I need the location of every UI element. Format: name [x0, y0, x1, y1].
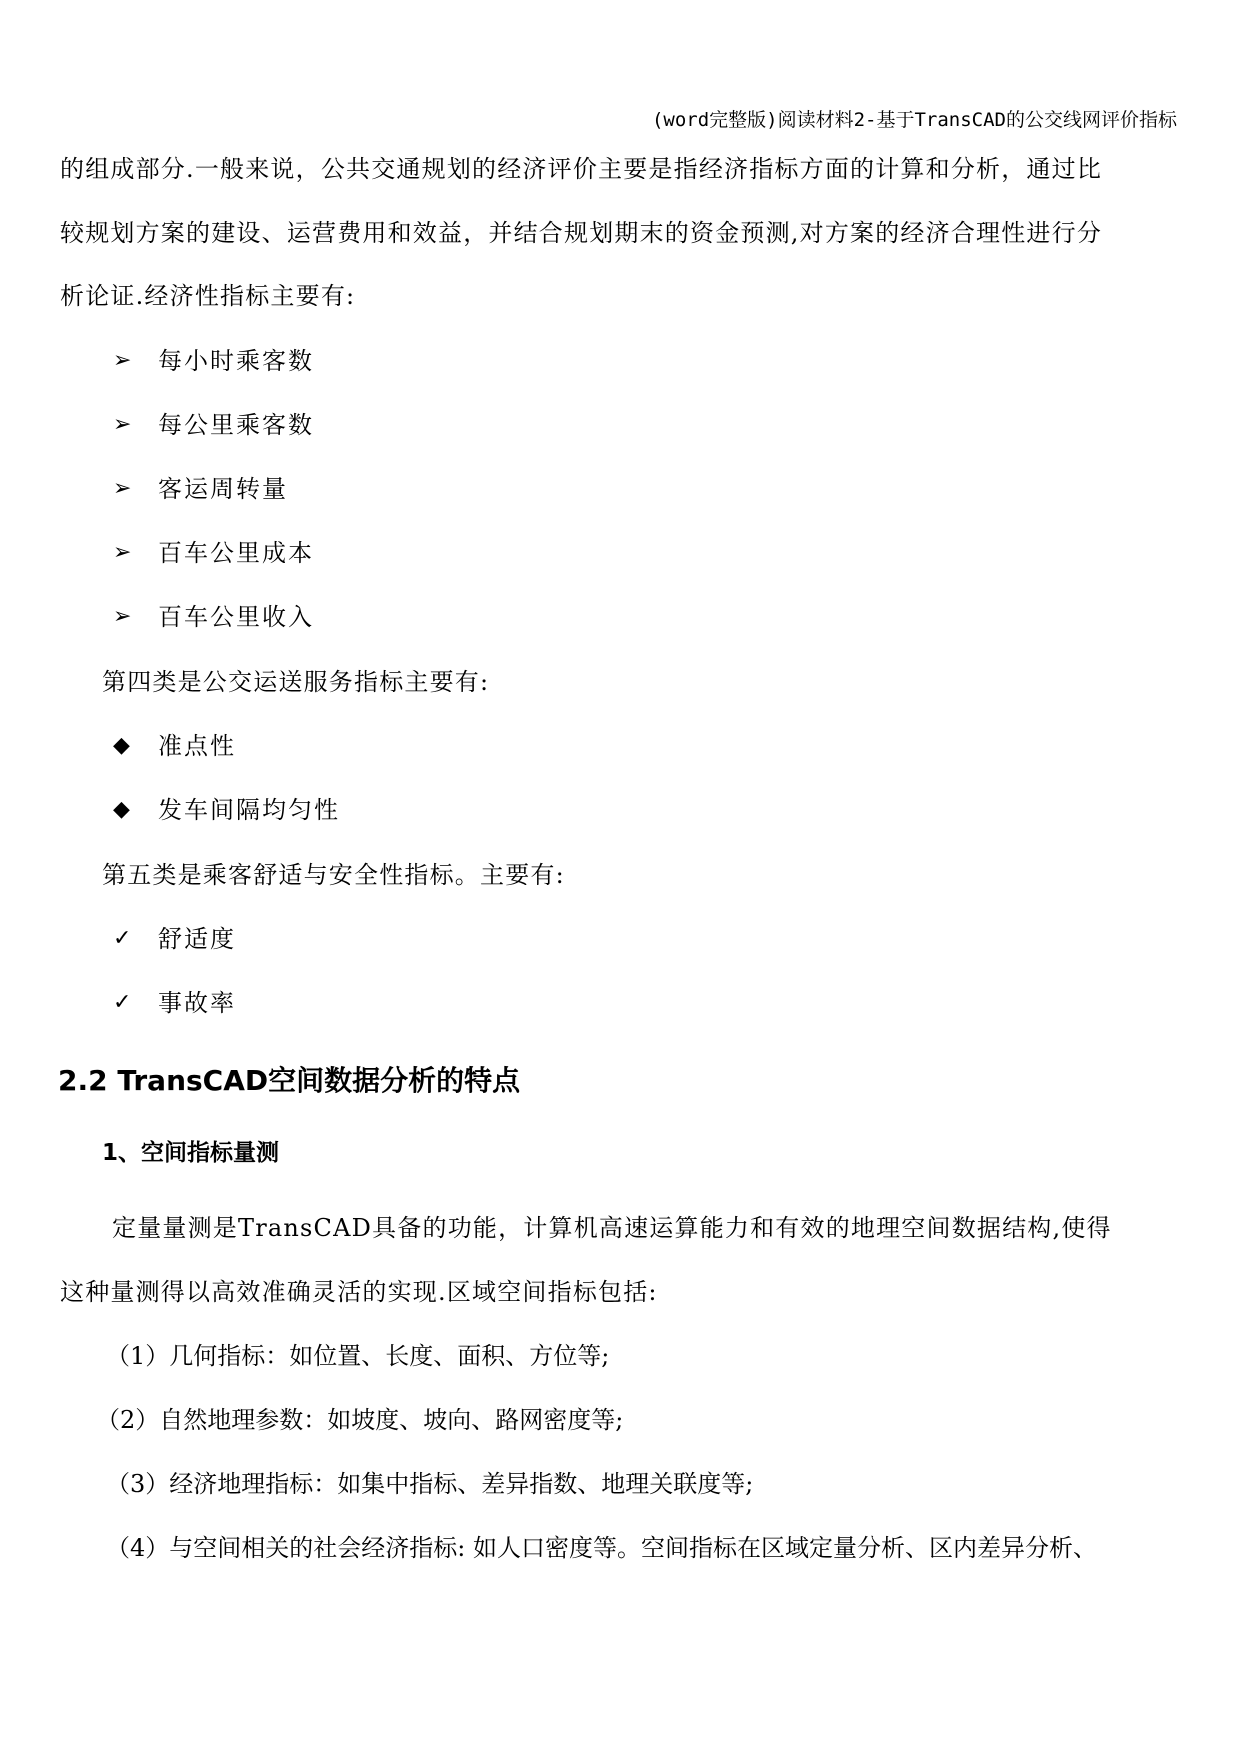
economic-indicator-label: 每小时乘客数 [158, 347, 314, 375]
subsection-heading: 1、空间指标量测 [102, 1140, 280, 1166]
economic-indicator-item [113, 601, 314, 633]
checkmark-bullet-icon: ✓ [113, 926, 132, 951]
arrow-bullet-icon: ➢ [113, 412, 132, 437]
diamond-bullet-icon: ◆ [113, 797, 130, 822]
spatial-indicator-item: （2）自然地理参数：如坡度、坡向、路网密度等; [96, 1406, 624, 1434]
economic-paragraph-line-3: 析论证.经济性指标主要有: [60, 282, 356, 310]
service-indicators-intro: 第四类是公交运送服务指标主要有: [102, 668, 490, 696]
service-indicator-label: 准点性 [158, 732, 236, 760]
economic-indicator-label: 百车公里收入 [158, 603, 314, 631]
economic-indicator-label: 每公里乘客数 [158, 411, 314, 439]
comfort-indicator-item [113, 987, 236, 1019]
checkmark-bullet-icon: ✓ [113, 990, 132, 1015]
spatial-indicator-item: （1）几何指标：如位置、长度、面积、方位等; [106, 1342, 610, 1370]
comfort-indicators-intro: 第五类是乘客舒适与安全性指标。主要有: [102, 861, 565, 889]
economic-indicator-label: 客运周转量 [158, 475, 288, 503]
economic-indicator-item [113, 473, 288, 505]
spatial-indicator-item: （3）经济地理指标：如集中指标、差异指数、地理关联度等; [106, 1470, 754, 1498]
measurement-paragraph-line-2: 这种量测得以高效准确灵活的实现.区域空间指标包括: [60, 1278, 658, 1306]
arrow-bullet-icon: ➢ [113, 348, 132, 373]
diamond-bullet-icon: ◆ [113, 733, 130, 758]
economic-paragraph-line-1: 的组成部分.一般来说，公共交通规划的经济评价主要是指经济指标方面的计算和分析，通过比 [60, 155, 1103, 183]
arrow-bullet-icon: ➢ [113, 540, 132, 565]
comfort-indicator-item [113, 923, 236, 955]
service-indicator-label: 发车间隔均匀性 [158, 796, 340, 824]
spatial-indicator-item: （4）与空间相关的社会经济指标: 如人口密度等。空间指标在区域定量分析、区内差异分析、 [106, 1534, 1097, 1562]
economic-indicator-item [113, 409, 314, 441]
comfort-indicator-label: 事故率 [158, 989, 236, 1017]
economic-indicator-item [113, 537, 314, 569]
economic-indicator-item [113, 345, 314, 377]
section-heading: 2.2 TransCAD空间数据分析的特点 [58, 1064, 521, 1097]
measurement-paragraph-line-1: 定量量测是TransCAD具备的功能，计算机高速运算能力和有效的地理空间数据结构,使得 [112, 1214, 1112, 1242]
page-header-title: (word完整版)阅读材料2-基于TransCAD的公交线网评价指标 [651, 109, 1177, 131]
comfort-indicator-label: 舒适度 [158, 925, 236, 953]
service-indicator-item [113, 730, 236, 762]
economic-indicator-label: 百车公里成本 [158, 539, 314, 567]
arrow-bullet-icon: ➢ [113, 604, 132, 629]
economic-paragraph-line-2: 较规划方案的建设、运营费用和效益，并结合规划期末的资金预测,对方案的经济合理性进行分 [60, 219, 1103, 247]
service-indicator-item [113, 794, 340, 826]
arrow-bullet-icon: ➢ [113, 476, 132, 501]
